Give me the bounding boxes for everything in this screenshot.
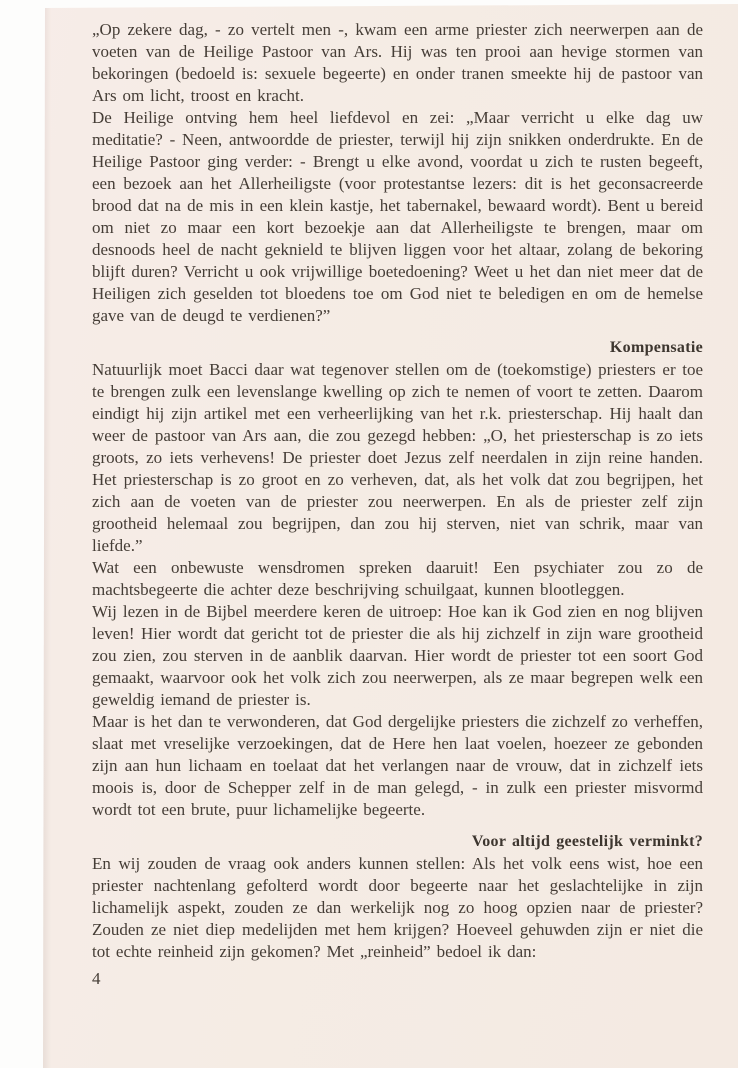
paragraph-wij-lezen-in-de-bijbel: Wij lezen in de Bijbel meerdere keren de uitroep: Hoe kan ik God zien en nog blijven leven! Hier wordt dat gericht tot de priester die als hij zichzelf in zijn ware grootheid zou zien, zou sterven in de aanblik daarvan. Hier wordt de priester tot een soort God gemaakt, waarvoor ook het volk zich zou neerwerpen, als ze maar begrepen welk een geweldig iemand de priester is. — [92, 602, 703, 709]
page-number: 4 — [92, 969, 101, 988]
section-heading-voor-altijd-geestelijk-verminkt: Voor altijd geestelijk verminkt? — [471, 833, 703, 850]
paragraph-wat-een-onbewuste: Wat een onbewuste wensdromen spreken daaruit! Een psychiater zou zo de machtsbegeerte die achter deze beschrijving schuilgaat, kunnen blootleggen. — [92, 558, 703, 599]
page-text-block — [92, 19, 703, 990]
section-heading-kompensatie: Kompensatie — [609, 339, 703, 356]
paragraph-de-heilige-ontving: De Heilige ontving hem heel liefdevol en zei: „Maar verricht u elke dag uw meditatie? - Neen, antwoordde de priester, terwijl hij zijn snikken onderdrukte. En de Heilige Pastoor ging verder: - Brengt u elke avond, voordat u zich te rusten begeeft, een bezoek aan het Allerheiligste (voor protestantse lezers: dit is het geconsacreerde brood dat na de mis in een klein kastje, het tabernakel, bewaard wordt). Bent u bereid om niet zo maar een kort bezoekje aan dat Allerheiligste te brengen, maar om desnoods heel de nacht geknield te blijven liggen voor het altaar, zolang de bekoring blijft duren? Verricht u ook vrijwillige boetedoening? Weet u het dan niet meer dat de Heiligen zich geselden tot bloedens toe om God niet te beledigen en om de hemelse gave van de deugd te verdienen?” — [92, 108, 703, 325]
paragraph-op-zekere-dag: „Op zekere dag, - zo vertelt men -, kwam een arme priester zich neerwerpen aan de voeten van de Heilige Pastoor van Ars. Hij was ten prooi aan hevige stormen van bekoringen (bedoeld is: sexuele begeerte) en onder tranen smeekte hij de pastoor van Ars om licht, troost en kracht. — [92, 20, 703, 105]
paragraph-maar-is-het-dan: Maar is het dan te verwonderen, dat God dergelijke priesters die zichzelf zo verheffen, slaat met vreselijke verzoekingen, dat de Here hen laat voelen, hoezeer ze gebonden zijn aan hun lichaam en toelaat dat het verlangen naar de vrouw, dat in zichzelf iets moois is, door de Schepper zelf in de man gelegd, - in zulk een priester misvormd wordt tot een brute, puur lichamelijke begeerte. — [92, 712, 703, 819]
paragraph-en-wij-zouden: En wij zouden de vraag ook anders kunnen stellen: Als het volk eens wist, hoe een priester nachtenlang gefolterd wordt door begeerte naar het geslachtelijke in zijn lichamelijk aspekt, zouden ze dan werkelijk nog zo hoog opzien naar de priester? Zouden ze niet diep medelijden met hem krijgen? Hoeveel gehuwden zijn er niet die tot echte reinheid zijn gekomen? Met „reinheid” bedoel ik dan: — [92, 854, 703, 961]
paragraph-natuurlijk-moet-bacci: Natuurlijk moet Bacci daar wat tegenover stellen om de (toekomstige) priesters er toe te brengen zulk een levenslange kwelling op zich te nemen of voort te zetten. Daarom eindigt hij zijn artikel met een verheerlijking van het r.k. priesterschap. Hij haalt dan weer de pastoor van Ars aan, die zou gezegd hebben: „O, het priesterschap is zo iets groots, zo iets verhevens! De priester doet Jezus zelf neerdalen in zijn reine handen. Het priesterschap is zo groot en zo verheven, dat, als het volk dat zou begrijpen, het zich aan de voeten van de priester zou neerwerpen. En als de priester zelf zijn grootheid helemaal zou begrijpen, dan zou hij sterven, niet van schrik, maar van liefde.” — [92, 360, 703, 555]
